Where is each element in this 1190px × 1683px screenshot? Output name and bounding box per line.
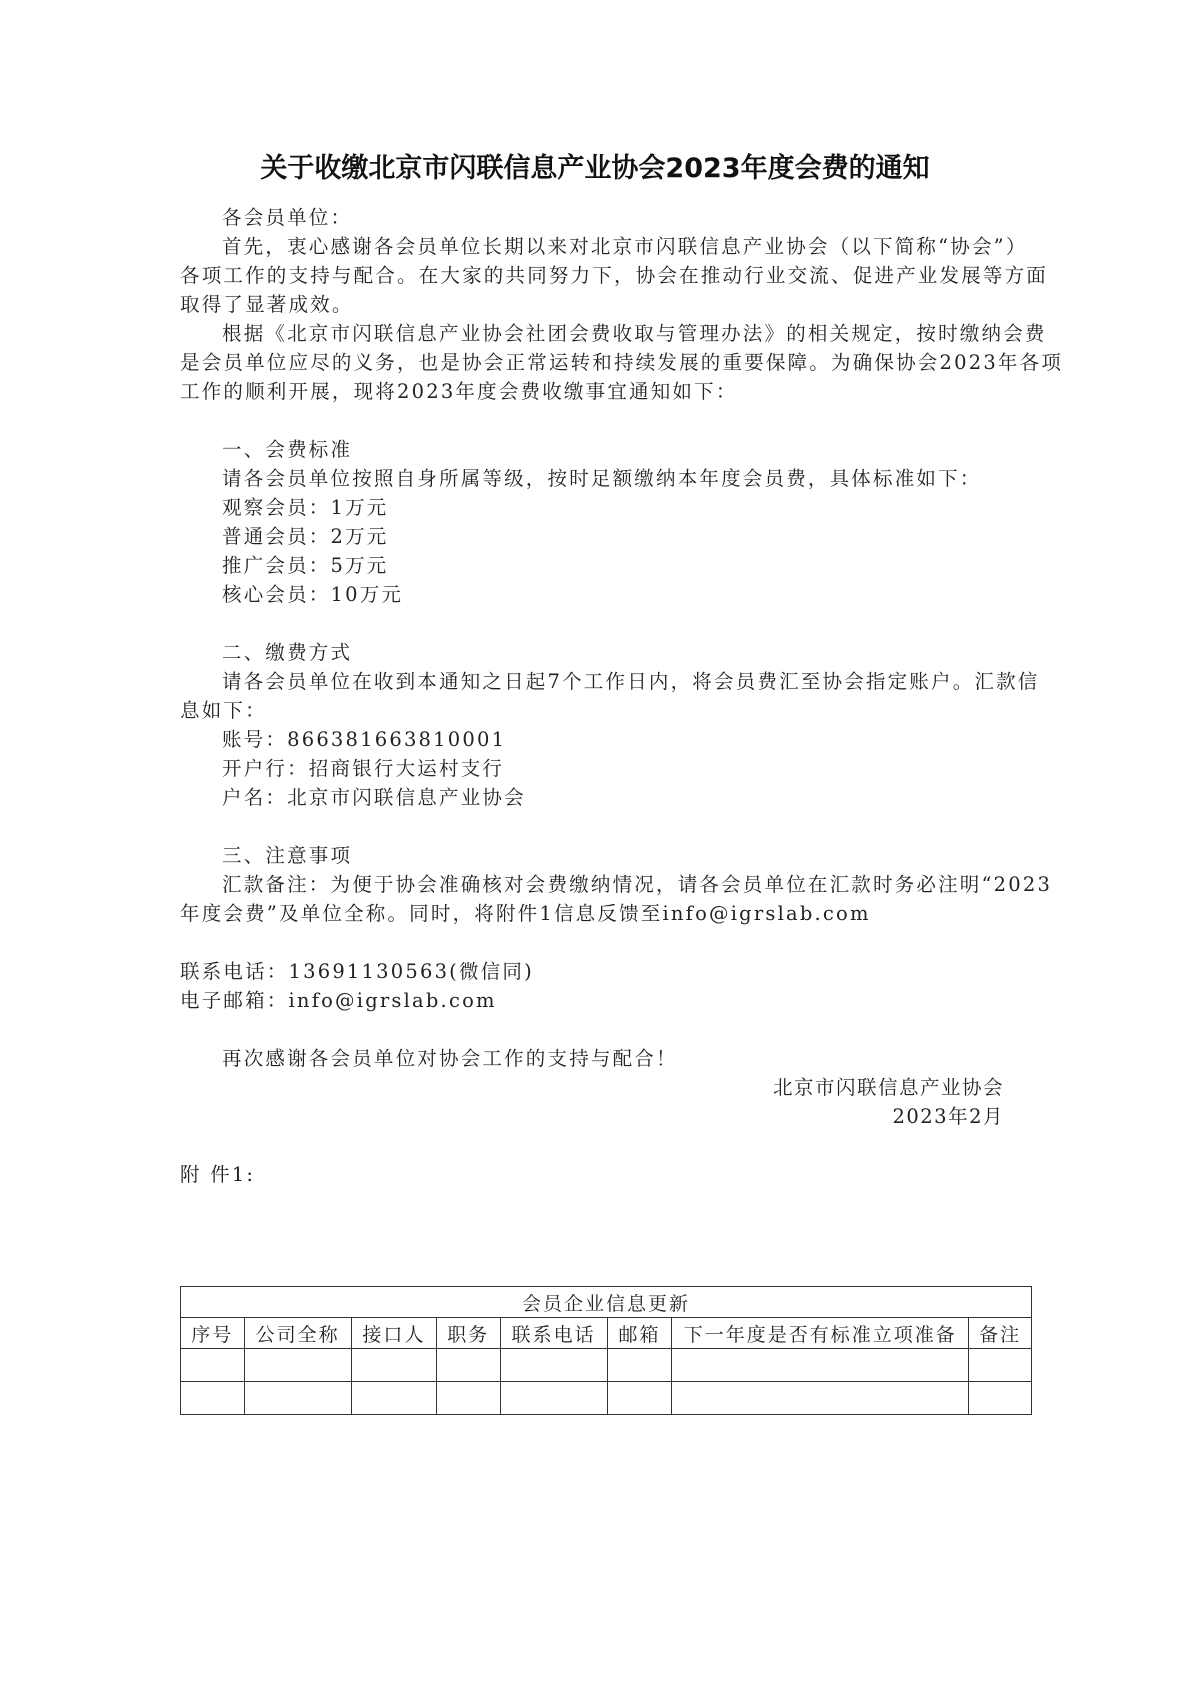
table-cell — [672, 1382, 969, 1415]
account-holder: 户名：北京市闪联信息产业协会 — [222, 786, 526, 809]
col-header-position: 职务 — [437, 1318, 501, 1349]
fee-observer: 观察会员：1万元 — [222, 496, 389, 519]
section2-line-1: 请各会员单位在收到本通知之日起7个工作日内，将会员费汇至协会指定账户。汇款信 — [222, 670, 1040, 693]
intro-line-3: 取得了显著成效。 — [180, 293, 354, 316]
attachment-label: 附 件1: — [180, 1163, 256, 1186]
intro-line-2: 各项工作的支持与配合。在大家的共同努力下，协会在推动行业交流、促进产业发展等方面 — [180, 264, 1049, 287]
bank-account: 账号：866381663810001 — [222, 728, 507, 751]
table-cell — [437, 1382, 501, 1415]
col-header-index: 序号 — [181, 1318, 245, 1349]
table-cell — [351, 1349, 436, 1382]
table-cell — [351, 1382, 436, 1415]
signature-org: 北京市闪联信息产业协会 — [772, 1076, 1004, 1099]
col-header-phone: 联系电话 — [500, 1318, 607, 1349]
section2-heading: 二、缴费方式 — [222, 641, 353, 664]
table-cell — [969, 1349, 1032, 1382]
section1-heading: 一、会费标准 — [222, 438, 353, 461]
section1-desc: 请各会员单位按照自身所属等级，按时足额缴纳本年度会员费，具体标准如下： — [222, 467, 982, 490]
intro-line-1: 首先，衷心感谢各会员单位长期以来对北京市闪联信息产业协会（以下简称“协会”） — [222, 235, 1028, 258]
table-cell — [244, 1349, 351, 1382]
fee-promotion: 推广会员：5万元 — [222, 554, 389, 577]
member-info-table — [180, 1286, 1032, 1415]
salutation: 各会员单位： — [222, 206, 353, 229]
basis-line-3: 工作的顺利开展，现将2023年度会费收缴事宜通知如下： — [180, 380, 738, 403]
contact-email: 电子邮箱：info@igrslab.com — [180, 989, 497, 1012]
section3-heading: 三、注意事项 — [222, 844, 353, 867]
table-row — [181, 1382, 1032, 1415]
table-cell — [607, 1382, 672, 1415]
signature-date: 2023年2月 — [892, 1105, 1004, 1128]
contact-phone: 联系电话：13691130563(微信同) — [180, 960, 534, 983]
section3-line-2: 年度会费”及单位全称。同时，将附件1信息反馈至info@igrslab.com — [180, 902, 871, 925]
table-header-row — [181, 1318, 1032, 1349]
table-cell — [969, 1382, 1032, 1415]
section2-line-2: 息如下： — [180, 699, 267, 722]
table-cell — [500, 1382, 607, 1415]
closing-text: 再次感谢各会员单位对协会工作的支持与配合！ — [222, 1047, 678, 1070]
table-cell — [437, 1349, 501, 1382]
table-cell — [672, 1349, 969, 1382]
table-cell — [181, 1382, 245, 1415]
table-cell — [607, 1349, 672, 1382]
col-header-email: 邮箱 — [607, 1318, 672, 1349]
table-cell — [500, 1349, 607, 1382]
basis-line-2: 是会员单位应尽的义务，也是协会正常运转和持续发展的重要保障。为确保协会2023年各项 — [180, 351, 1064, 374]
fee-core: 核心会员：10万元 — [222, 583, 404, 606]
col-header-standard-plan: 下一年度是否有标准立项准备 — [672, 1318, 969, 1349]
col-header-remarks: 备注 — [969, 1318, 1032, 1349]
table-caption-row — [181, 1287, 1032, 1318]
basis-line-1: 根据《北京市闪联信息产业协会社团会费收取与管理办法》的相关规定，按时缴纳会费 — [222, 322, 1047, 345]
fee-regular: 普通会员：2万元 — [222, 525, 389, 548]
col-header-contact-person: 接口人 — [351, 1318, 436, 1349]
bank-name: 开户行：招商银行大运村支行 — [222, 757, 505, 780]
table-cell — [181, 1349, 245, 1382]
section3-line-1: 汇款备注：为便于协会准确核对会费缴纳情况，请各会员单位在汇款时务必注明“2023 — [222, 873, 1053, 896]
page-title: 关于收缴北京市闪联信息产业协会2023年度会费的通知 — [260, 153, 930, 184]
table-row — [181, 1349, 1032, 1382]
table-caption: 会员企业信息更新 — [181, 1287, 1032, 1318]
col-header-company: 公司全称 — [244, 1318, 351, 1349]
table-cell — [244, 1382, 351, 1415]
